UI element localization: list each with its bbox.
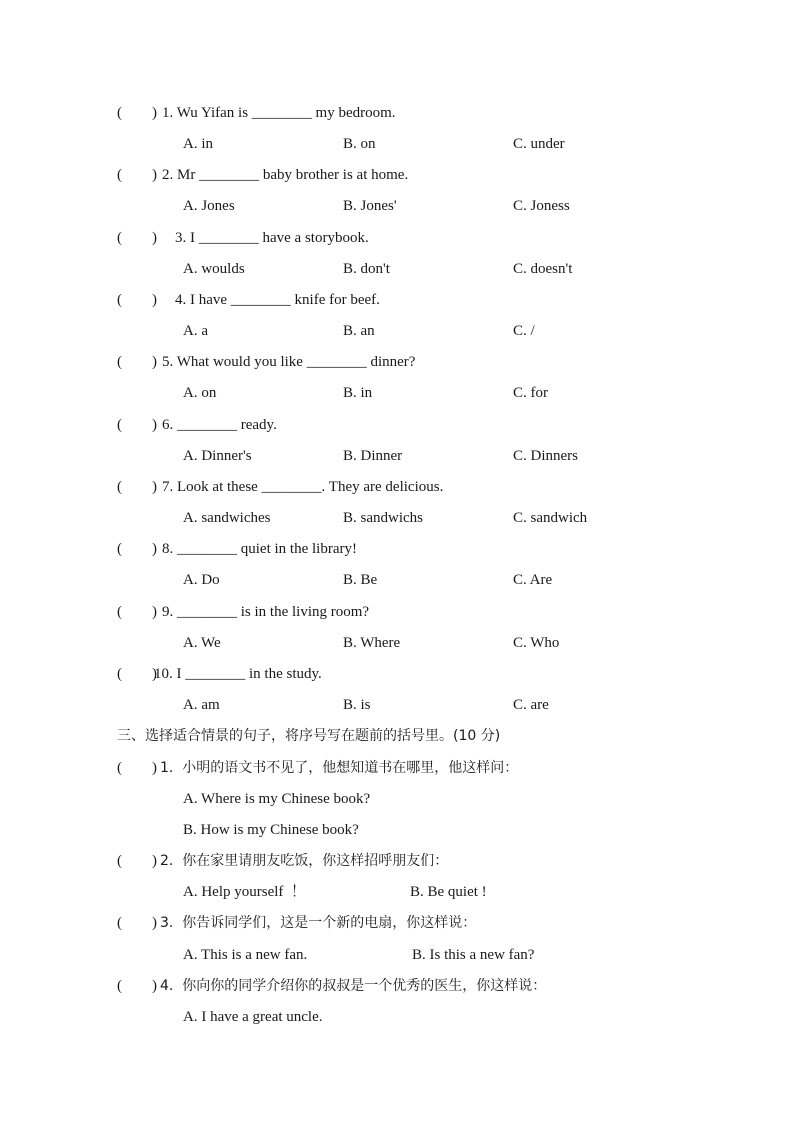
option-b: B. Be <box>343 572 378 588</box>
answer-bracket[interactable]: ( ) <box>117 230 157 246</box>
option-a: A. on <box>183 385 217 401</box>
answer-bracket[interactable]: ( ) <box>117 541 157 557</box>
question-stem: 6. ________ ready. <box>162 417 277 433</box>
option-c: C. doesn't <box>513 261 573 277</box>
answer-bracket[interactable]: ( ) <box>117 417 157 433</box>
question-stem: 4. 你向你的同学介绍你的叔叔是一个优秀的医生，你这样说： <box>160 978 547 994</box>
answer-bracket[interactable]: ( ) <box>117 167 157 183</box>
option-b: B. Is this a new fan? <box>412 947 535 963</box>
answer-bracket[interactable]: ( ) <box>117 915 157 931</box>
option-c: C. sandwich <box>513 510 588 526</box>
question-stem: 5. What would you like ________ dinner? <box>162 354 416 370</box>
question-stem: 8. ________ quiet in the library! <box>162 541 357 557</box>
option-a: A. a <box>183 323 208 339</box>
question-stem: 2. 你在家里请朋友吃饭，你这样招呼朋友们： <box>160 853 449 869</box>
option-c: C. Who <box>513 635 560 651</box>
option-a: A. Where is my Chinese book? <box>183 791 371 807</box>
answer-bracket[interactable]: ( ) <box>117 479 157 495</box>
option-a: A. in <box>183 136 213 152</box>
option-c: C. are <box>513 697 549 713</box>
question-stem: 1. Wu Yifan is ________ my bedroom. <box>162 105 396 121</box>
question-stem: 3. 你告诉同学们，这是一个新的电扇，你这样说： <box>160 915 477 931</box>
option-a: A. woulds <box>183 261 245 277</box>
option-c: C. under <box>513 136 565 152</box>
option-b: B. don't <box>343 261 390 277</box>
option-b: B. Be quiet ! <box>410 884 487 900</box>
answer-bracket[interactable]: ( ) <box>117 978 157 994</box>
option-a: A. We <box>183 635 221 651</box>
answer-bracket[interactable]: ( ) <box>117 105 157 121</box>
question-stem: 1. 小明的语文书不见了，他想知道书在哪里，他这样问： <box>160 760 519 776</box>
option-c: C. Joness <box>513 198 570 214</box>
option-c: C. Dinners <box>513 448 578 464</box>
answer-bracket[interactable]: ( ) <box>117 760 157 776</box>
option-a: A. Help yourself ！ <box>183 884 306 900</box>
answer-bracket[interactable]: ( ) <box>117 853 157 869</box>
option-c: C. Are <box>513 572 553 588</box>
option-b: B. Where <box>343 635 401 651</box>
option-a: A. Jones <box>183 198 235 214</box>
option-b: B. is <box>343 697 371 713</box>
option-b: B. on <box>343 136 376 152</box>
option-a: A. sandwiches <box>183 510 271 526</box>
option-a: A. I have a great uncle. <box>183 1009 323 1025</box>
option-b: B. Jones' <box>343 198 397 214</box>
question-stem: 4. I have ________ knife for beef. <box>175 292 380 308</box>
option-a: A. Do <box>183 572 220 588</box>
option-b: B. Dinner <box>343 448 403 464</box>
question-stem: 9. ________ is in the living room? <box>162 604 370 620</box>
option-a: A. Dinner's <box>183 448 252 464</box>
section-heading: 三、选择适合情景的句子，将序号写在题前的括号里。(10 分) <box>117 728 501 744</box>
question-stem: 3. I ________ have a storybook. <box>175 230 369 246</box>
answer-bracket[interactable]: ( ) <box>117 666 157 682</box>
option-b: B. in <box>343 385 373 401</box>
option-b: B. sandwichs <box>343 510 423 526</box>
question-stem: 10. I ________ in the study. <box>154 666 322 682</box>
option-a: A. This is a new fan. <box>183 947 308 963</box>
question-stem: 7. Look at these ________. They are delicious. <box>162 479 444 495</box>
option-c: C. for <box>513 385 548 401</box>
option-b: B. an <box>343 323 375 339</box>
option-c: C. / <box>513 323 535 339</box>
answer-bracket[interactable]: ( ) <box>117 292 157 308</box>
question-stem: 2. Mr ________ baby brother is at home. <box>162 167 409 183</box>
answer-bracket[interactable]: ( ) <box>117 604 157 620</box>
option-b: B. How is my Chinese book? <box>183 822 359 838</box>
answer-bracket[interactable]: ( ) <box>117 354 157 370</box>
option-a: A. am <box>183 697 220 713</box>
